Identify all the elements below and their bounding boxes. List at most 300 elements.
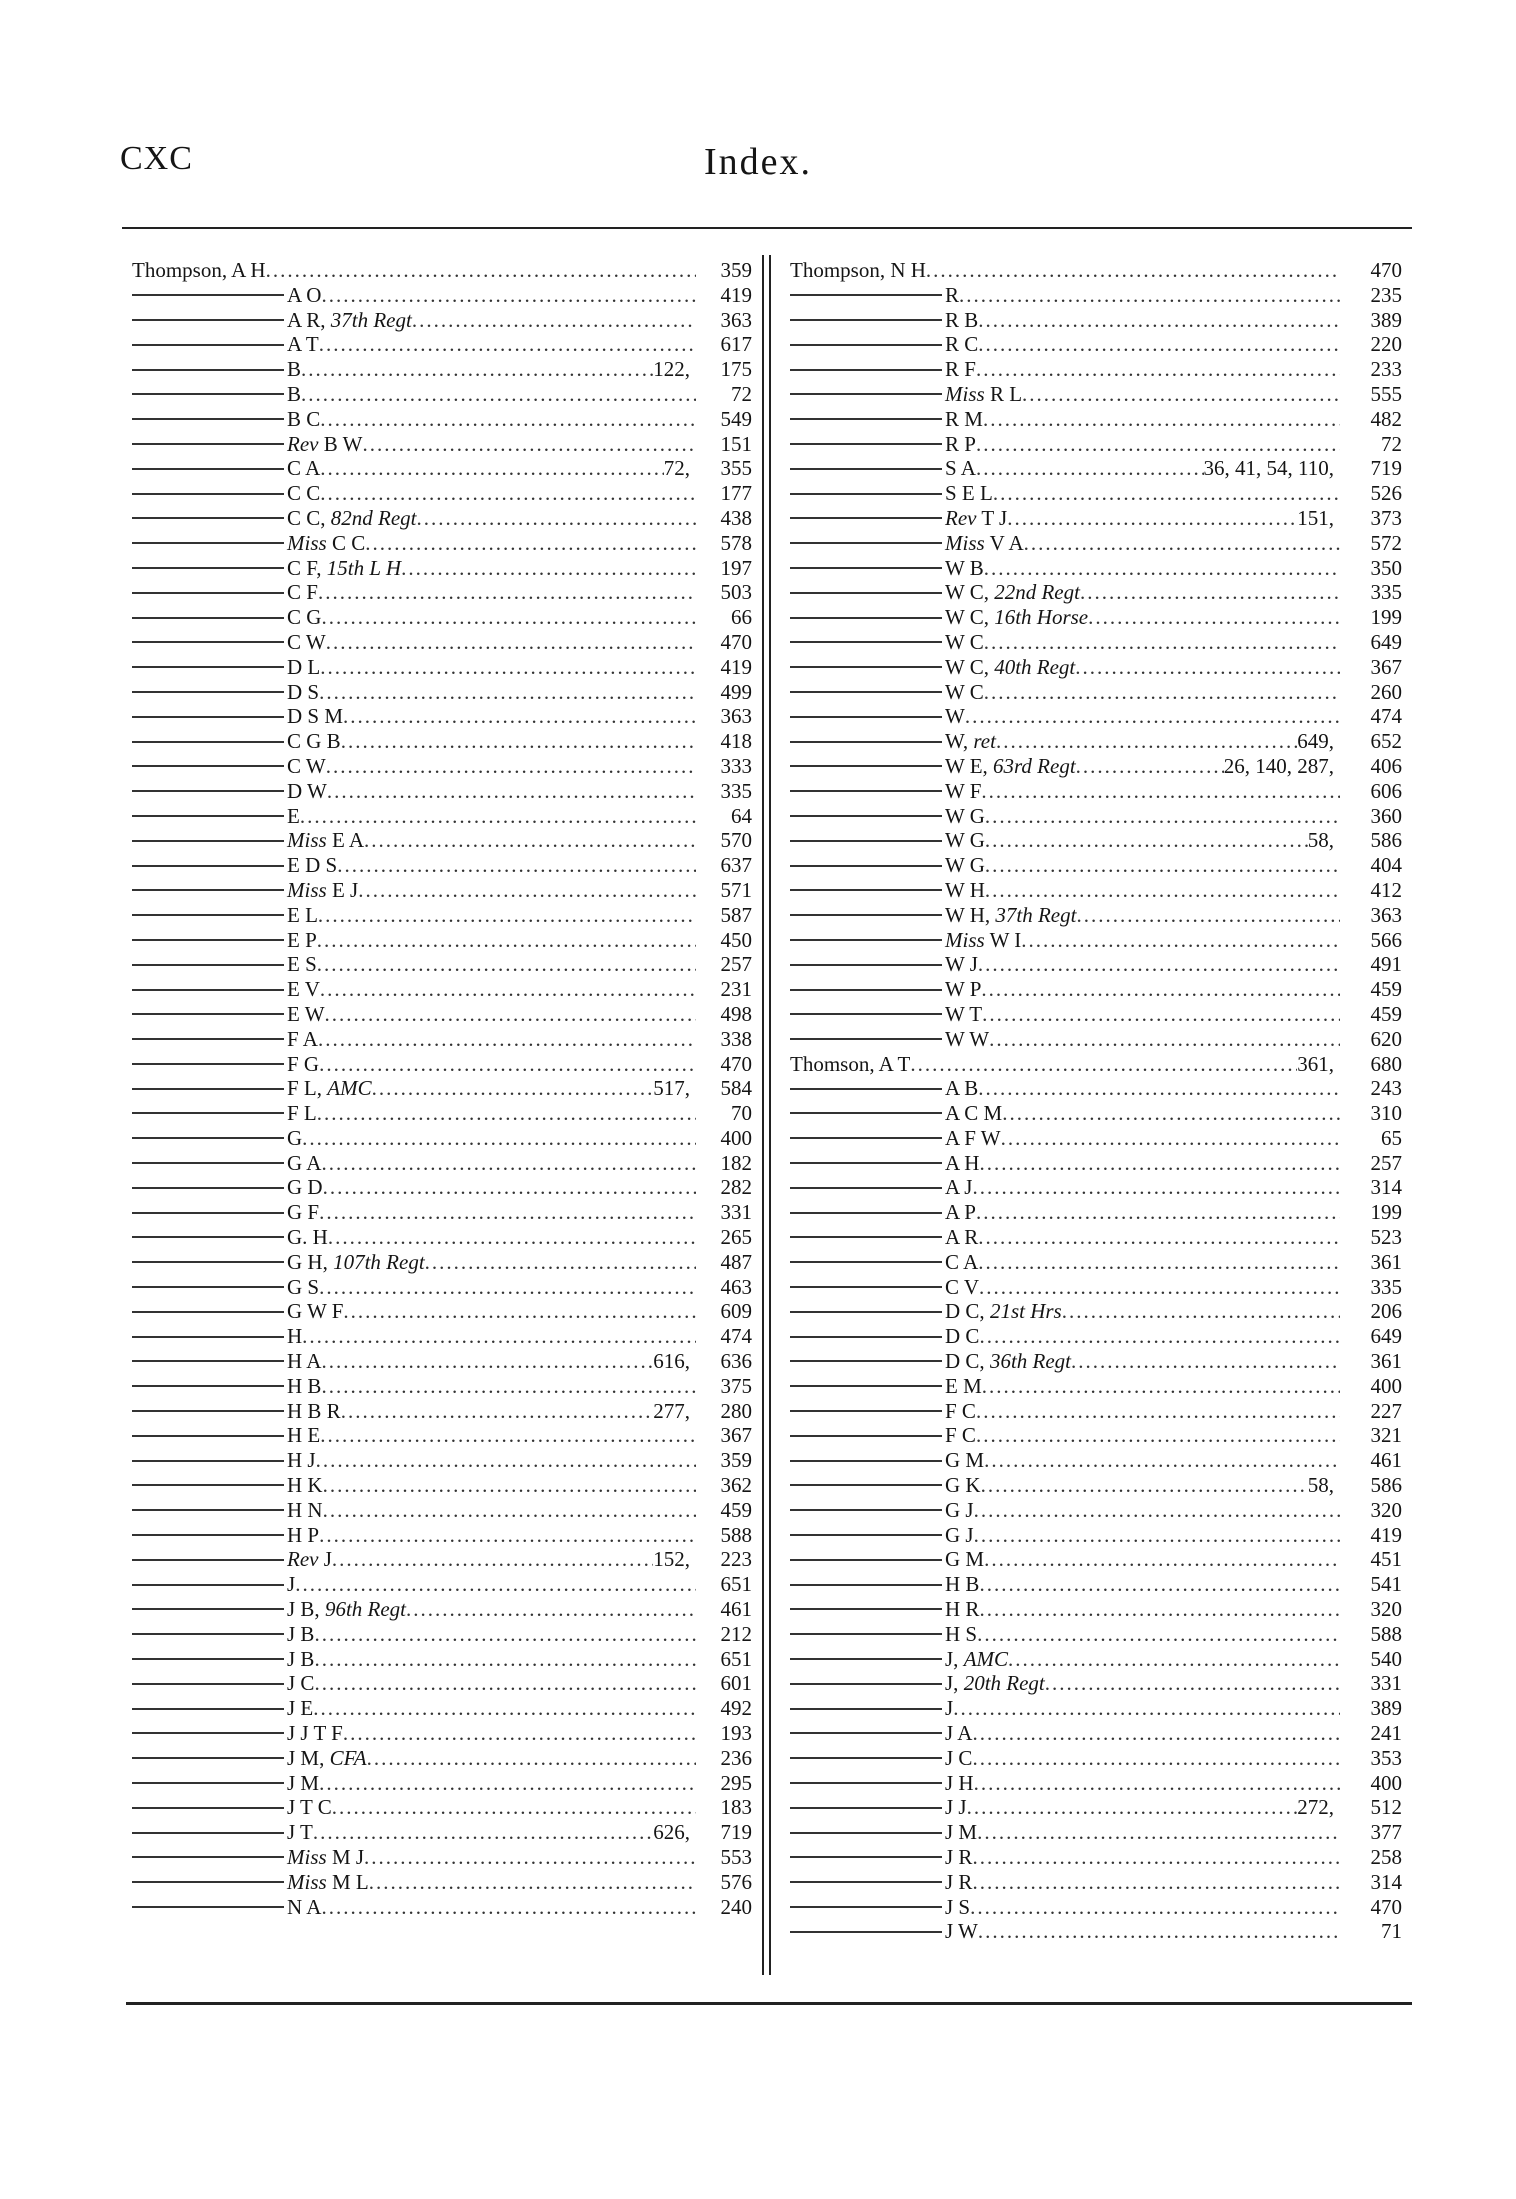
ditto-dash [790,1856,942,1858]
entry-name [287,630,326,655]
entry-name [945,1795,967,1820]
dot-leader [365,531,696,556]
entry-qualifier: 96th Regt [324,1597,407,1622]
dot-leader [981,779,1340,804]
entry-initials: D S [287,679,320,704]
dot-leader [1022,382,1340,407]
entry-page: 606 [1370,778,1402,803]
entry-name [945,456,976,481]
entry-page: 231 [720,977,752,1002]
ditto-dash [790,1832,942,1834]
entry-extra-pages: 151, [1297,505,1334,530]
ditto-dash [790,1137,942,1139]
entry-initials: G K [945,1473,981,1498]
dot-leader [302,1324,696,1349]
index-entry [790,357,1402,382]
entry-name [287,1721,343,1746]
ditto-dash [132,1187,284,1189]
entry-page: 406 [1370,753,1402,778]
index-entry [790,1052,1402,1077]
dot-leader [959,283,1340,308]
entry-name [287,456,320,481]
ditto-dash [132,1088,284,1090]
dot-leader [972,1175,1340,1200]
entry-initials: J M [945,1820,978,1845]
index-entry [132,1275,752,1300]
dot-leader [972,1845,1340,1870]
dot-leader [313,1820,653,1845]
index-entry [790,704,1402,729]
dot-leader [314,1671,696,1696]
entry-name [287,1052,319,1077]
entry-name [287,1175,323,1200]
entry-page: 363 [720,307,752,332]
index-entry [790,1275,1402,1300]
entry-initials: R M [945,406,983,431]
entry-initials: W C [945,629,984,654]
dot-leader [1008,1647,1340,1672]
entry-page: 419 [1370,1522,1402,1547]
entry-initials: A O [287,282,322,307]
dot-leader [1045,1671,1340,1696]
dot-leader [372,1076,654,1101]
entry-page: 461 [720,1597,752,1622]
entry-name [945,1151,979,1176]
entry-page: 335 [1370,1274,1402,1299]
entry-initials: M L [331,1869,369,1894]
entry-name [287,804,300,829]
entry-name [287,605,321,630]
entry-page: 389 [1370,1696,1402,1721]
ditto-dash [132,790,284,792]
entry-page: 199 [1370,605,1402,630]
entry-qualifier: 63rd Regt [993,753,1076,778]
index-entry [790,1870,1402,1895]
ditto-dash [132,493,284,495]
ditto-dash [790,1013,942,1015]
entry-extra-pages: 122, [653,357,690,382]
entry-initials: J C [945,1745,973,1770]
entry-initials: G. H [287,1225,328,1250]
entry-name [945,1523,974,1548]
entry-page: 175 [720,357,752,382]
entry-name [945,655,1075,680]
entry-page: 72 [1381,431,1402,456]
dot-leader [926,258,1340,283]
index-entry [132,903,752,928]
dot-leader [984,1547,1340,1572]
dot-leader [981,977,1340,1002]
ditto-dash [132,1112,284,1114]
entry-initials: J M, [287,1745,325,1770]
index-entry [132,1771,752,1796]
entry-name [945,580,1080,605]
entry-name [287,1126,302,1151]
entry-page: 240 [720,1894,752,1919]
entry-page: 331 [1370,1671,1402,1696]
entry-page: 70 [731,1101,752,1126]
entry-page: 470 [1370,1894,1402,1919]
index-entry [790,655,1402,680]
entry-initials: E V [287,977,320,1002]
entry-name [945,1721,972,1746]
entry-page: 438 [720,505,752,530]
ditto-dash [132,344,284,346]
dot-leader [332,1795,696,1820]
ditto-dash [790,617,942,619]
dot-leader [967,1795,1298,1820]
dot-leader [328,1225,696,1250]
dot-leader [996,729,1297,754]
entry-page: 66 [731,605,752,630]
entry-qualifier: 107th Regt [333,1249,425,1274]
entry-page: 587 [720,902,752,927]
dot-leader [317,952,696,977]
dot-leader [982,1374,1340,1399]
index-entry [132,1870,752,1895]
entry-initials: C F [287,580,318,605]
index-entry [790,1076,1402,1101]
index-entry [132,1523,752,1548]
index-entry [132,952,752,977]
entry-page: 320 [1370,1497,1402,1522]
entry-name [945,779,981,804]
entry-page: 586 [1370,828,1402,853]
column-divider [769,255,771,1975]
entry-name [945,1101,1002,1126]
entry-extra-pages: 58, [1307,1473,1334,1498]
index-entry [132,1027,752,1052]
dot-leader [337,853,696,878]
index-entry [790,1696,1402,1721]
dot-leader [1088,605,1340,630]
index-entry [132,456,752,481]
index-entry [132,1671,752,1696]
dot-leader [367,1746,696,1771]
ditto-dash [790,1460,942,1462]
ditto-dash [132,617,284,619]
ditto-dash [132,1559,284,1561]
entry-initials: B [287,381,302,406]
ditto-dash [132,1832,284,1834]
dot-leader [362,432,696,457]
entry-page: 652 [1370,729,1402,754]
entry-name [287,1547,332,1572]
entry-initials: G [287,1125,303,1150]
index-entry [790,1423,1402,1448]
entry-initials: C W [287,753,326,778]
entry-initials: C A [945,1249,979,1274]
entry-initials: R B [945,307,979,332]
ditto-dash [790,1484,942,1486]
ditto-dash [132,1757,284,1759]
entry-initials: W F [945,778,982,803]
ditto-dash [790,1112,942,1114]
entry-name [945,382,1022,407]
entry-name [945,1324,979,1349]
ditto-dash [790,741,942,743]
dot-leader [976,1200,1340,1225]
ditto-dash [790,1088,942,1090]
entry-initials: G D [287,1175,323,1200]
entry-qualifier: 22nd Regt [994,580,1080,605]
entry-page: 363 [720,704,752,729]
entry-page: 609 [720,1299,752,1324]
ditto-dash [790,1311,942,1313]
entry-page: 498 [720,1001,752,1026]
ditto-dash [790,393,942,395]
entry-initials: J E [287,1696,314,1721]
dot-leader [319,1200,696,1225]
entry-initials: D C, [945,1349,985,1374]
entry-page: 680 [1370,1051,1402,1076]
index-entry [132,1547,752,1572]
entry-page: 367 [1370,654,1402,679]
entry-page: 359 [720,1448,752,1473]
entry-page: 353 [1370,1745,1402,1770]
entry-initials: J T C [287,1795,332,1820]
entry-name [945,1473,981,1498]
entry-page: 350 [1370,555,1402,580]
entry-title: Miss [287,877,327,902]
ditto-dash [132,1360,284,1362]
index-entry [132,1175,752,1200]
entry-page: 220 [1370,332,1402,357]
entry-initials: A T [287,332,319,357]
ditto-dash [790,1757,942,1759]
ditto-dash [790,1435,942,1437]
dot-leader [978,1225,1340,1250]
entry-page: 335 [1370,580,1402,605]
entry-name [945,1200,976,1225]
entry-page: 377 [1370,1820,1402,1845]
entry-initials: J S [945,1894,971,1919]
dot-leader [974,1498,1340,1523]
entry-initials: J R [945,1869,973,1894]
dot-leader [332,1547,653,1572]
ditto-dash [132,1013,284,1015]
entry-extra-pages: 649, [1297,729,1334,754]
dot-leader [977,1622,1340,1647]
entry-extra-pages: 517, [653,1076,690,1101]
ditto-dash [790,1385,942,1387]
entry-page: 470 [720,1051,752,1076]
entry-page: 588 [720,1522,752,1547]
entry-name [945,1399,976,1424]
entry-name [945,1696,953,1721]
index-entry [132,357,752,382]
entry-page: 636 [720,1349,752,1374]
entry-name [287,1349,321,1374]
index-entry [132,1200,752,1225]
entry-name [287,680,319,705]
index-entry [132,580,752,605]
ditto-dash [790,493,942,495]
ditto-dash [132,1460,284,1462]
index-entry [132,779,752,804]
ditto-dash [790,294,942,296]
ditto-dash [790,840,942,842]
entry-name [945,1647,1008,1672]
entry-name [287,704,343,729]
index-entry [790,828,1402,853]
ditto-dash [790,641,942,643]
entry-page: 620 [1370,1026,1402,1051]
dot-leader [978,952,1340,977]
index-entry [790,1126,1402,1151]
bottom-rule [126,2002,1412,2005]
entry-initials: J, [945,1646,959,1671]
dot-leader [985,804,1340,829]
entry-page: 65 [1381,1125,1402,1150]
index-entry [790,1473,1402,1498]
entry-name [287,903,318,928]
entry-name [945,977,981,1002]
ditto-dash [132,393,284,395]
ditto-dash [132,1038,284,1040]
dot-leader [341,1399,654,1424]
entry-qualifier: 21st Hrs [989,1299,1062,1324]
entry-initials: J R [945,1845,973,1869]
index-entry [790,878,1402,903]
entry-extra-pages: 626, [653,1820,690,1845]
entry-initials: E L [287,902,318,927]
ditto-dash [132,1212,284,1214]
dot-leader [989,1027,1340,1052]
entry-initials: J H [945,1770,974,1795]
entry-name [945,729,996,754]
entry-page: 649 [1370,1324,1402,1349]
ditto-dash [132,1658,284,1660]
entry-initials: A J [945,1175,973,1200]
dot-leader [319,1052,696,1077]
ditto-dash [790,418,942,420]
entry-initials: R P [945,431,976,456]
entry-name [287,1572,295,1597]
entry-page: 512 [1370,1795,1402,1820]
dot-leader [401,556,696,581]
dot-leader [295,1572,696,1597]
entry-initials: J [287,1572,296,1597]
entry-initials: J B [287,1621,315,1646]
ditto-dash [790,1360,942,1362]
entry-page: 571 [720,877,752,902]
entry-initials: H E [287,1423,321,1448]
ditto-dash [790,1187,942,1189]
entry-name [945,1126,1001,1151]
dot-leader [364,828,696,853]
entry-initials: A R, [287,307,326,332]
entry-page: 236 [720,1745,752,1770]
entry-name [287,1746,367,1771]
entry-page: 355 [720,456,752,481]
index-entry [790,1225,1402,1250]
entry-name [287,1820,313,1845]
entry-page: 212 [720,1621,752,1646]
entry-name [287,1299,343,1324]
ditto-dash [132,1782,284,1784]
ditto-dash [790,443,942,445]
dot-leader [910,1052,1297,1077]
dot-leader [1062,1299,1340,1324]
entry-page: 265 [720,1225,752,1250]
index-entry [790,531,1402,556]
entry-page: 578 [720,530,752,555]
index-entry [132,382,752,407]
ditto-dash [790,1286,942,1288]
entry-initials: W H, [945,902,991,927]
dot-leader [984,1448,1340,1473]
entry-page: 182 [720,1150,752,1175]
entry-page: 151 [720,431,752,456]
entry-extra-pages: 272, [1297,1795,1334,1820]
entry-name [287,481,320,506]
entry-name [287,878,358,903]
index-entry [790,1250,1402,1275]
ditto-dash [790,1807,942,1809]
dot-leader [321,1151,696,1176]
ditto-dash [132,1683,284,1685]
entry-name [287,1845,364,1870]
index-entry [790,407,1402,432]
ditto-dash [132,1236,284,1238]
entry-initials: H B [287,1373,322,1398]
dot-leader [985,853,1340,878]
index-column-right [790,258,1402,1944]
entry-name [287,1101,317,1126]
entry-name [287,1151,321,1176]
dot-leader [977,1820,1340,1845]
entry-qualifier: 16th Horse [994,605,1089,630]
entry-page: 474 [1370,704,1402,729]
entry-name [945,704,965,729]
entry-initials: E [287,803,300,828]
entry-page: 314 [1370,1869,1402,1894]
index-entry [132,1126,752,1151]
index-entry [790,928,1402,953]
ditto-dash [790,1336,942,1338]
entry-name [287,1498,323,1523]
ditto-dash [132,1807,284,1809]
entry-page: 241 [1370,1721,1402,1746]
entry-page: 586 [1370,1473,1402,1498]
entry-initials: J, [945,1671,959,1696]
index-entry [790,1349,1402,1374]
index-entry [132,1374,752,1399]
entry-name [945,1175,972,1200]
dot-leader [326,630,696,655]
dot-leader [318,903,696,928]
ditto-dash [790,1732,942,1734]
entry-page: 71 [1381,1919,1402,1944]
dot-leader [302,1126,696,1151]
ditto-dash [790,1906,942,1908]
entry-page: 419 [720,282,752,307]
entry-name [287,853,337,878]
entry-name [945,506,1007,531]
entry-page: 651 [720,1646,752,1671]
entry-initials: F L [287,1101,317,1126]
ditto-dash [132,889,284,891]
entry-initials: H S [945,1621,978,1646]
dot-leader [323,1473,696,1498]
entry-initials: W C [945,679,984,704]
entry-page: 321 [1370,1423,1402,1448]
entry-name [287,1002,325,1027]
entry-page: 331 [720,1200,752,1225]
dot-leader [1076,754,1224,779]
dot-leader [320,655,696,680]
